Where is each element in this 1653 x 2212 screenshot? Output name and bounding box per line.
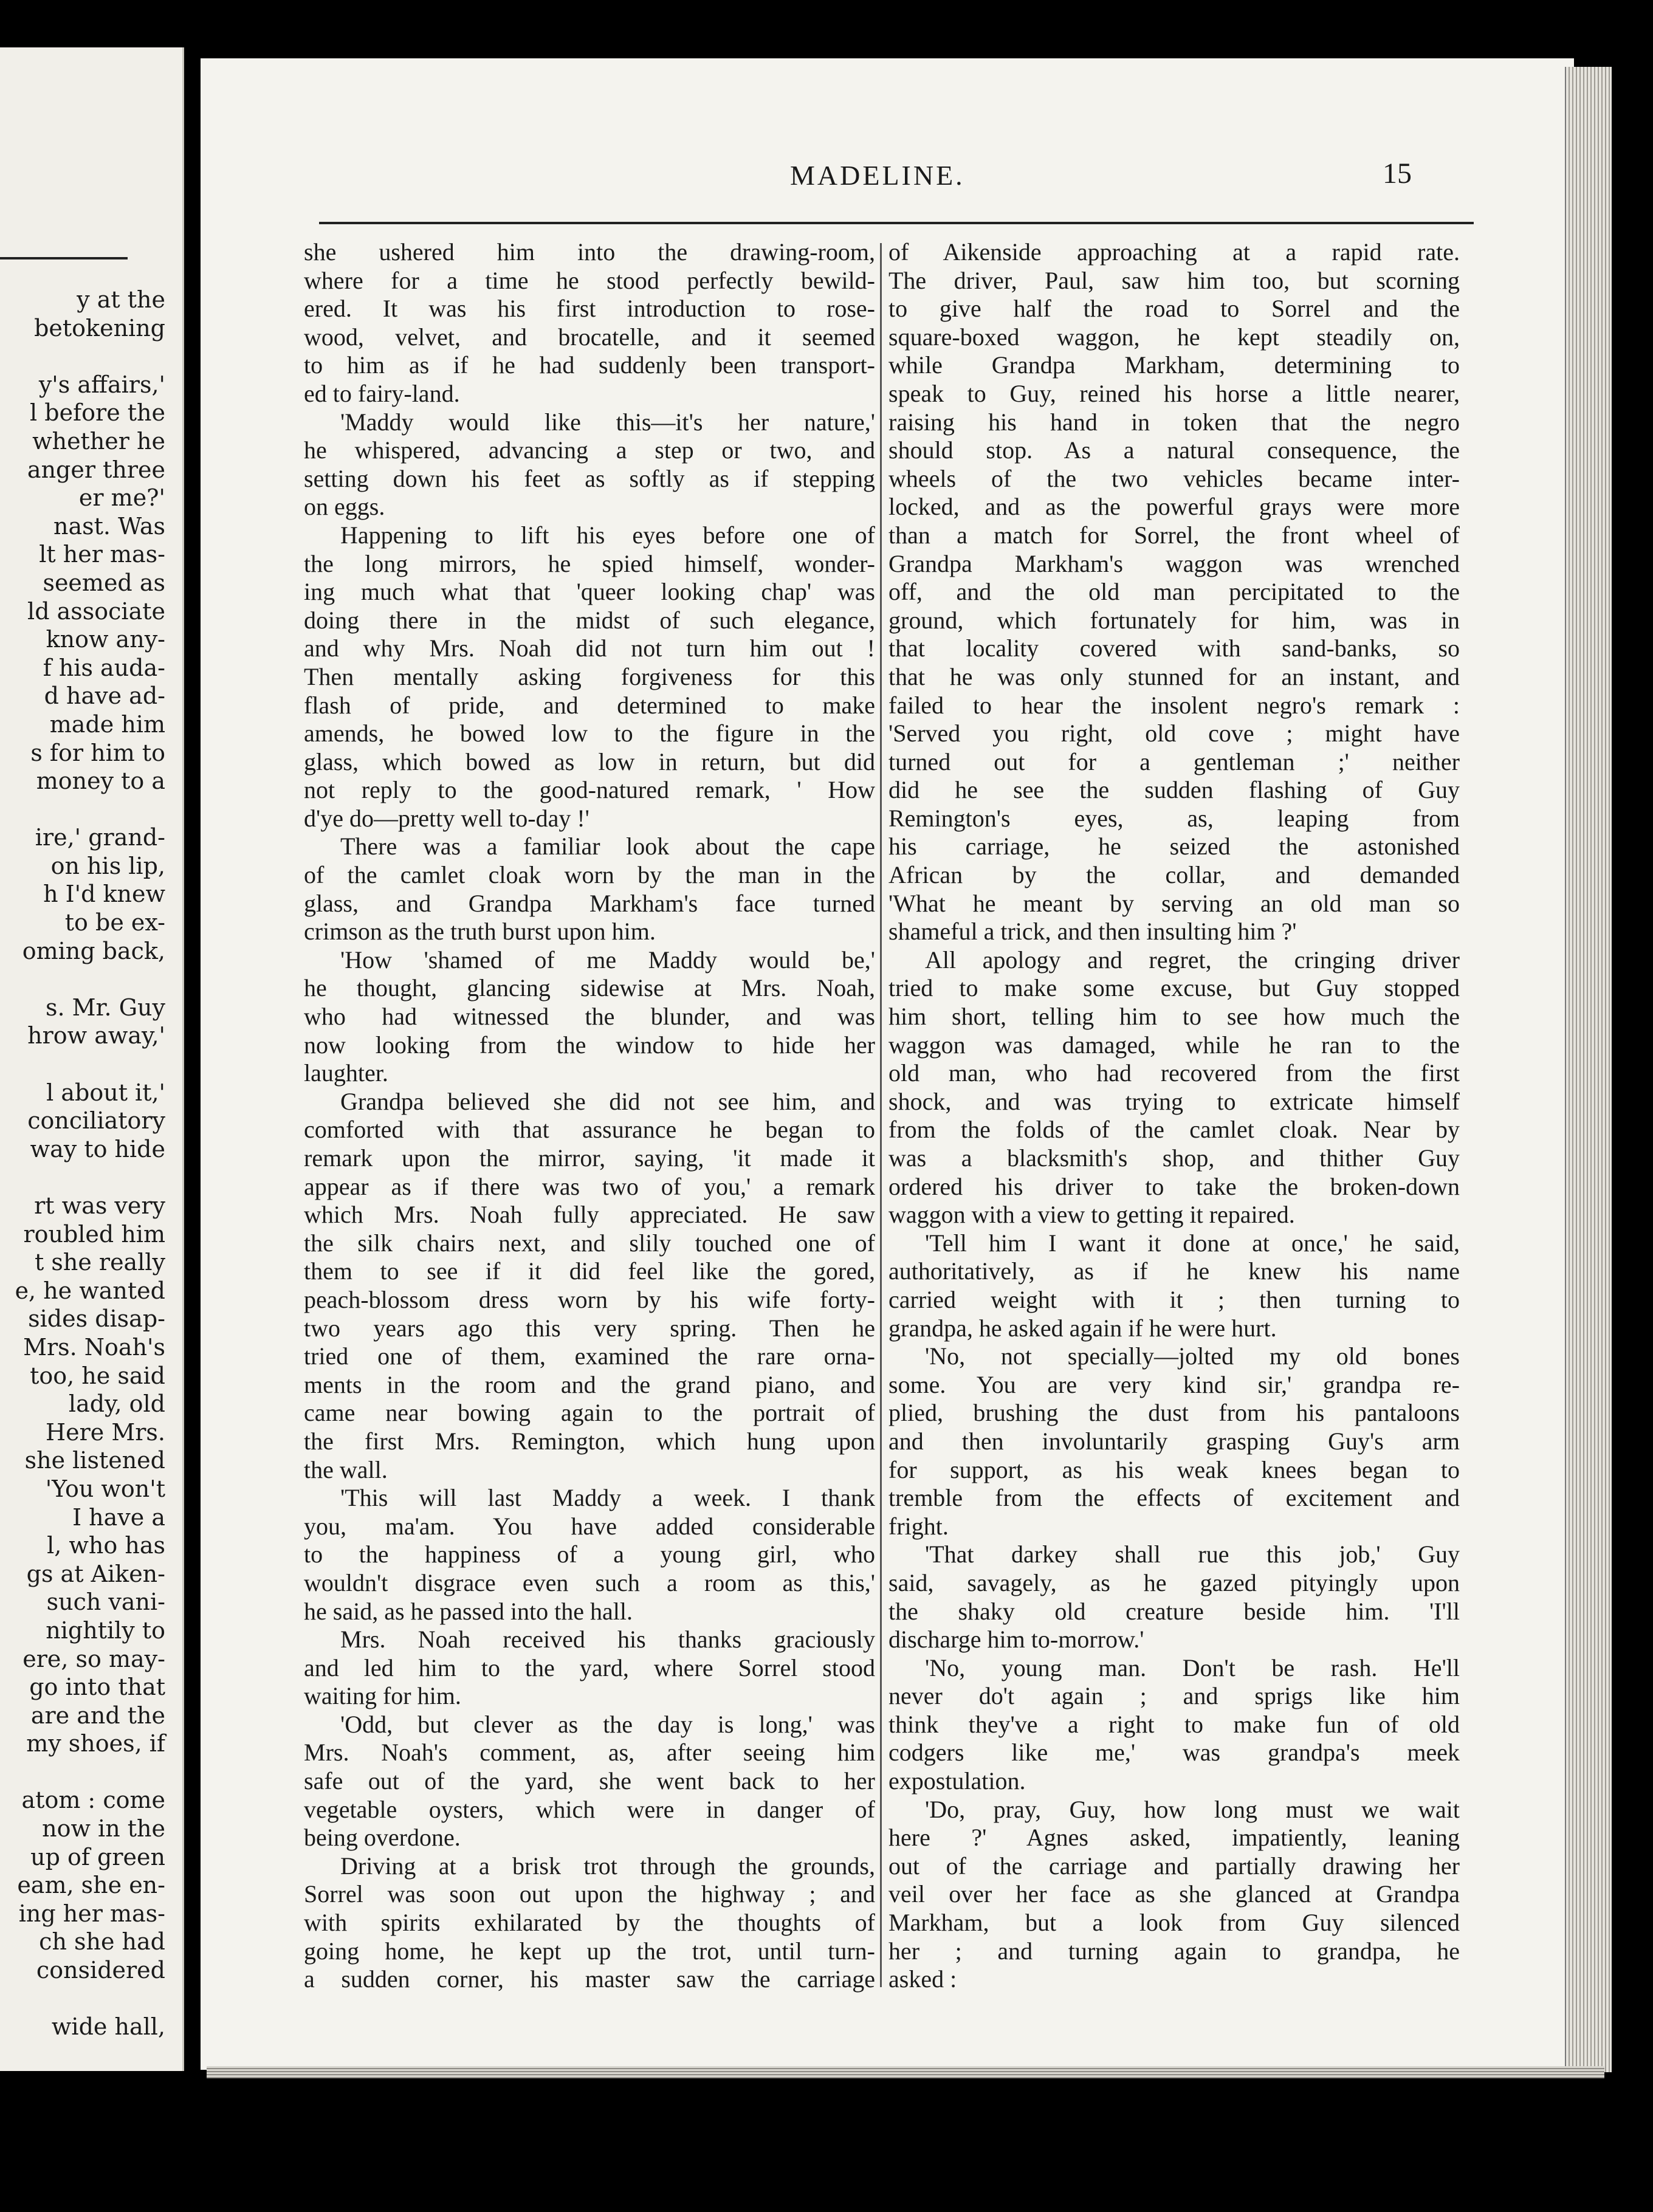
left-page-line: Here Mrs.	[45, 1418, 165, 1446]
text-line: asked :	[888, 1965, 957, 1993]
left-page-gap	[0, 1050, 165, 1079]
left-page-line: eam, she en-	[17, 1872, 165, 1899]
text-line: not reply to the good-natured remark, ' How	[304, 776, 875, 804]
left-page-line: seemed as	[43, 569, 165, 596]
left-page-line: f his auda-	[43, 654, 165, 681]
book-bottom-edge	[207, 2066, 1604, 2078]
left-page-line: y at the	[77, 286, 165, 313]
text-line: said, savagely, as he gazed pityingly upon	[888, 1568, 1460, 1596]
text-line: vegetable oysters, which were in danger of	[304, 1795, 875, 1823]
left-page-line: ing her mas-	[18, 1900, 165, 1927]
left-page-line: conciliatory	[27, 1107, 165, 1135]
text-line: ed to fairy-land.	[304, 379, 460, 407]
text-line: with spirits exhilarated by the thoughts of	[304, 1909, 875, 1937]
text-line: off, and the old man percipitated to the	[888, 578, 1460, 606]
left-page-line: ere, so may-	[22, 1645, 165, 1672]
left-page-line: ch she had	[39, 1928, 165, 1956]
text-line: ing much what that 'queer looking chap' was	[304, 578, 875, 606]
text-line: square-boxed waggon, he kept steadily on,	[888, 323, 1460, 351]
text-line: All apology and regret, the cringing driver	[925, 946, 1460, 974]
text-line: glass, and Grandpa Markham's face turned	[304, 889, 875, 917]
text-line: where for a time he stood perfectly bewild-	[304, 266, 875, 294]
text-line: old man, who had recovered from the first	[888, 1059, 1460, 1087]
text-line: who had witnessed the blunder, and was	[304, 1003, 875, 1031]
text-line: Happening to lift his eyes before one of	[340, 521, 875, 549]
text-line: and then involuntarily grasping Guy's arm	[888, 1427, 1460, 1455]
page-number: 15	[1383, 157, 1412, 190]
text-line: 'Tell him I want it done at once,' he said,	[925, 1229, 1460, 1257]
text-line: wheels of the two vehicles became inter-	[888, 464, 1460, 492]
text-line: raising his hand in token that the negro	[888, 408, 1460, 436]
text-line: she ushered him into the drawing-room,	[304, 238, 875, 266]
text-line: from the folds of the camlet cloak. Near by	[888, 1116, 1460, 1144]
text-line: him short, telling him to see how much the	[888, 1003, 1460, 1031]
left-page-line: now in the	[42, 1815, 165, 1843]
text-line: out of the carriage and partially drawing her	[888, 1852, 1460, 1880]
left-page-line: money to a	[36, 768, 165, 795]
left-page-line: my shoes, if	[26, 1730, 165, 1757]
text-line: Grandpa Markham's waggon was wrenched	[888, 549, 1460, 577]
left-page-line: nast. Was	[53, 512, 165, 540]
text-line: 'Odd, but clever as the day is long,' was	[340, 1710, 875, 1738]
left-page-line: e, he wanted	[15, 1277, 165, 1304]
text-line: codgers like me,' was grandpa's meek	[888, 1739, 1460, 1767]
running-head: MADELINE.	[790, 160, 965, 191]
text-line: crimson as the truth burst upon him.	[304, 918, 656, 946]
text-line: her ; and turning again to grandpa, he	[888, 1937, 1460, 1965]
left-page-line: y's affairs,'	[38, 371, 165, 398]
text-line: 'How 'shamed of me Maddy would be,'	[340, 946, 875, 974]
text-line: ered. It was his first introduction to rose-	[304, 295, 875, 323]
text-line: 'That darkey shall rue this job,' Guy	[925, 1540, 1460, 1568]
left-page-line: rt was very	[34, 1192, 165, 1219]
left-page-line: l about it,'	[46, 1079, 165, 1106]
text-line: appear as if there was two of you,' a remark	[304, 1172, 875, 1200]
text-line: glass, which bowed as low in return, but did	[304, 747, 875, 775]
text-line: wouldn't disgrace even such a room as this,'	[304, 1568, 875, 1596]
text-line: did he see the sudden flashing of Guy	[888, 776, 1460, 804]
left-page-line: such vani-	[46, 1589, 165, 1616]
left-page-line: s. Mr. Guy	[45, 994, 165, 1021]
text-line: The driver, Paul, saw him too, but scorning	[888, 266, 1460, 294]
left-page-line: whether he	[32, 427, 165, 455]
text-line: to him as if he had suddenly been transport-	[304, 351, 875, 379]
text-line: than a match for Sorrel, the front wheel of	[888, 521, 1460, 549]
text-line: that he was only stunned for an instant, and	[888, 662, 1460, 690]
text-line: shock, and was trying to extricate himself	[888, 1087, 1460, 1115]
text-line: waggon with a view to getting it repaired.	[888, 1201, 1295, 1229]
left-page-line: go into that	[29, 1674, 165, 1701]
text-line: plied, brushing the dust from his pantaloons	[888, 1399, 1460, 1427]
left-page-line: h I'd knew	[43, 881, 165, 908]
text-line: going home, he kept up the trot, until turn-	[304, 1937, 875, 1965]
text-line: Remington's eyes, as, leaping from	[888, 804, 1460, 832]
text-line: came near bowing again to the portrait of	[304, 1399, 875, 1427]
text-line: speak to Guy, reined his horse a little nearer,	[888, 379, 1460, 407]
text-line: carried weight with it ; then turning to	[888, 1285, 1460, 1313]
text-line: peach-blossom dress worn by his wife forty-	[304, 1285, 875, 1313]
text-line: of Aikenside approaching at a rapid rate.	[888, 238, 1460, 266]
text-line: he said, as he passed into the hall.	[304, 1597, 633, 1625]
text-line: 'This will last Maddy a week. I thank	[340, 1484, 875, 1512]
left-page-line: sides disap-	[28, 1305, 165, 1333]
header-rule	[319, 222, 1474, 224]
text-line: and why Mrs. Noah did not turn him out !	[304, 634, 875, 662]
text-line: on eggs.	[304, 493, 385, 521]
left-page-line: made him	[49, 710, 165, 738]
text-line: remark upon the mirror, saying, 'it made it	[304, 1144, 875, 1172]
text-line: that locality covered with sand-banks, so	[888, 634, 1460, 662]
text-line: locked, and as the powerful grays were more	[888, 493, 1460, 521]
text-line: he whispered, advancing a step or two, and	[304, 436, 875, 464]
left-page-line: I have a	[72, 1503, 165, 1531]
text-line: fright.	[888, 1512, 949, 1540]
left-page-line: betokening	[34, 314, 165, 342]
text-line: Mrs. Noah received his thanks graciously	[340, 1626, 875, 1654]
text-line: Markham, but a look from Guy silenced	[888, 1909, 1460, 1937]
text-column-left	[304, 238, 875, 1994]
left-page-line: on his lip,	[50, 852, 165, 879]
left-page-line: s for him to	[30, 739, 165, 766]
left-page-line: d have ad-	[44, 682, 165, 710]
text-line: flash of pride, and determined to make	[304, 691, 875, 719]
text-line: a sudden corner, his master saw the carriage	[304, 1965, 875, 1993]
text-line: while Grandpa Markham, determining to	[888, 351, 1460, 379]
left-page-gap	[0, 965, 165, 994]
book-page-edge	[1565, 67, 1612, 2072]
text-column-right	[888, 238, 1460, 1994]
text-line: There was a familiar look about the cape	[340, 833, 875, 860]
left-page-line: atom : come	[21, 1787, 165, 1814]
left-page-gap	[0, 795, 165, 824]
left-page-line: know any-	[46, 626, 165, 653]
text-line: Then mentally asking forgiveness for this	[304, 662, 875, 690]
text-line: 'What he meant by serving an old man so	[888, 889, 1460, 917]
text-line: he thought, glancing sidewise at Mrs. Noah,	[304, 974, 875, 1002]
left-page-text-fragments	[0, 286, 165, 2041]
text-line: Grandpa believed she did not see him, and	[340, 1087, 875, 1115]
text-line: two years ago this very spring. Then he	[304, 1314, 875, 1342]
text-line: African by the collar, and demanded	[888, 861, 1460, 889]
text-line: tremble from the effects of excitement and	[888, 1484, 1460, 1512]
text-line: waggon was damaged, while he ran to the	[888, 1031, 1460, 1059]
text-line: tried one of them, examined the rare orna-	[304, 1342, 875, 1370]
text-line: ground, which fortunately for him, was in	[888, 606, 1460, 634]
text-line: now looking from the window to hide her	[304, 1031, 875, 1059]
text-line: you, ma'am. You have added considerable	[304, 1512, 875, 1540]
left-page-gap	[0, 1758, 165, 1787]
text-line: veil over her face as she glanced at Grandpa	[888, 1880, 1460, 1908]
left-page-line: are and the	[30, 1702, 165, 1729]
text-line: waiting for him.	[304, 1682, 461, 1710]
left-page-line: Mrs. Noah's	[23, 1333, 165, 1361]
text-line: discharge him to-morrow.'	[888, 1626, 1144, 1654]
text-line: to give half the road to Sorrel and the	[888, 295, 1460, 323]
text-line: laughter.	[304, 1059, 388, 1087]
left-page-head-rule	[0, 257, 128, 259]
left-facing-page	[0, 47, 184, 2071]
text-line: some. You are very kind sir,' grandpa re-	[888, 1370, 1460, 1398]
left-page-line: way to hide	[30, 1135, 165, 1163]
text-line: 'Served you right, old cove ; might have	[888, 720, 1460, 747]
text-line: 'Maddy would like this—it's her nature,'	[340, 408, 875, 436]
text-line: Mrs. Noah's comment, as, after seeing him	[304, 1739, 875, 1767]
left-page-line: gs at Aiken-	[26, 1560, 165, 1587]
text-line: wood, velvet, and brocatelle, and it seemed	[304, 323, 875, 351]
text-line: being overdone.	[304, 1824, 461, 1852]
column-divider	[880, 243, 882, 1987]
text-line: his carriage, he seized the astonished	[888, 833, 1460, 860]
text-line: the silk chairs next, and slily touched one of	[304, 1229, 875, 1257]
text-line: the long mirrors, he spied himself, wonder-	[304, 549, 875, 577]
text-line: amends, he bowed low to the figure in the	[304, 720, 875, 747]
text-line: and led him to the yard, where Sorrel stood	[304, 1654, 875, 1681]
text-line: failed to hear the insolent negro's remark :	[888, 691, 1460, 719]
left-page-line: anger three	[27, 456, 165, 483]
left-page-line: wide hall,	[51, 2013, 165, 2041]
text-line: d'ye do—pretty well to-day !'	[304, 804, 589, 832]
left-page-gap	[0, 342, 165, 371]
left-page-line: er me?'	[78, 484, 165, 512]
text-line: here ?' Agnes asked, impatiently, leaning	[888, 1824, 1460, 1852]
text-line: think they've a right to make fun of old	[888, 1710, 1460, 1738]
text-line: turned out for a gentleman ;' neither	[888, 747, 1460, 775]
text-line: 'Do, pray, Guy, how long must we wait	[925, 1795, 1460, 1823]
left-page-line: 'You won't	[45, 1475, 165, 1502]
left-page-line: t she really	[35, 1249, 165, 1276]
left-page-line: l, who has	[47, 1532, 165, 1559]
text-line: comforted with that assurance he began to	[304, 1116, 875, 1144]
text-line: shameful a trick, and then insulting him ?'	[888, 918, 1297, 946]
left-page-line: to be ex-	[64, 909, 165, 936]
left-page-line: oming back,	[22, 937, 165, 964]
text-line: never do't again ; and sprigs like him	[888, 1682, 1460, 1710]
text-line: of the camlet cloak worn by the man in the	[304, 861, 875, 889]
left-page-line: ire,' grand-	[35, 824, 165, 851]
text-line: ments in the room and the grand piano, and	[304, 1370, 875, 1398]
text-line: doing there in the midst of such elegance,	[304, 606, 875, 634]
left-page-line: nightily to	[46, 1616, 165, 1644]
text-line: 'No, young man. Don't be rash. He'll	[925, 1654, 1460, 1681]
left-page-line: up of green	[30, 1843, 165, 1870]
left-page-line: roubled him	[23, 1220, 165, 1248]
text-line: Sorrel was soon out upon the highway ; and	[304, 1880, 875, 1908]
text-line: the shaky old creature beside him. 'I'll	[888, 1597, 1460, 1625]
left-page-line: lady, old	[68, 1390, 165, 1418]
text-line: safe out of the yard, she went back to her	[304, 1767, 875, 1795]
left-page-line: ld associate	[27, 597, 165, 625]
text-line: tried to make some excuse, but Guy stopped	[888, 974, 1460, 1002]
text-line: Driving at a brisk trot through the grounds,	[340, 1852, 875, 1880]
text-line: them to see if it did feel like the gored,	[304, 1257, 875, 1285]
left-page-gap	[0, 1163, 165, 1192]
text-line: for support, as his weak knees began to	[888, 1455, 1460, 1483]
left-page-line: she listened	[24, 1447, 165, 1474]
left-page-line: lt her mas-	[39, 541, 165, 568]
text-line: the wall.	[304, 1455, 388, 1483]
left-page-line: too, he said	[30, 1362, 165, 1389]
left-page-line: l before the	[30, 399, 165, 427]
text-line: the first Mrs. Remington, which hung upon	[304, 1427, 875, 1455]
text-line: 'No, not specially—jolted my old bones	[925, 1342, 1460, 1370]
text-line: which Mrs. Noah fully appreciated. He saw	[304, 1201, 875, 1229]
text-line: was a blacksmith's shop, and thither Guy	[888, 1144, 1460, 1172]
text-line: to the happiness of a young girl, who	[304, 1540, 875, 1568]
left-page-line: hrow away,'	[27, 1022, 165, 1049]
text-line: ordered his driver to take the broken-down	[888, 1172, 1460, 1200]
text-line: expostulation.	[888, 1767, 1026, 1795]
text-line: authoritatively, as if he knew his name	[888, 1257, 1460, 1285]
left-page-gap	[0, 1985, 165, 2013]
text-line: grandpa, he asked again if he were hurt.	[888, 1314, 1277, 1342]
left-page-line: considered	[36, 1957, 165, 1984]
text-line: should stop. As a natural consequence, the	[888, 436, 1460, 464]
text-line: setting down his feet as softly as if stepping	[304, 464, 875, 492]
